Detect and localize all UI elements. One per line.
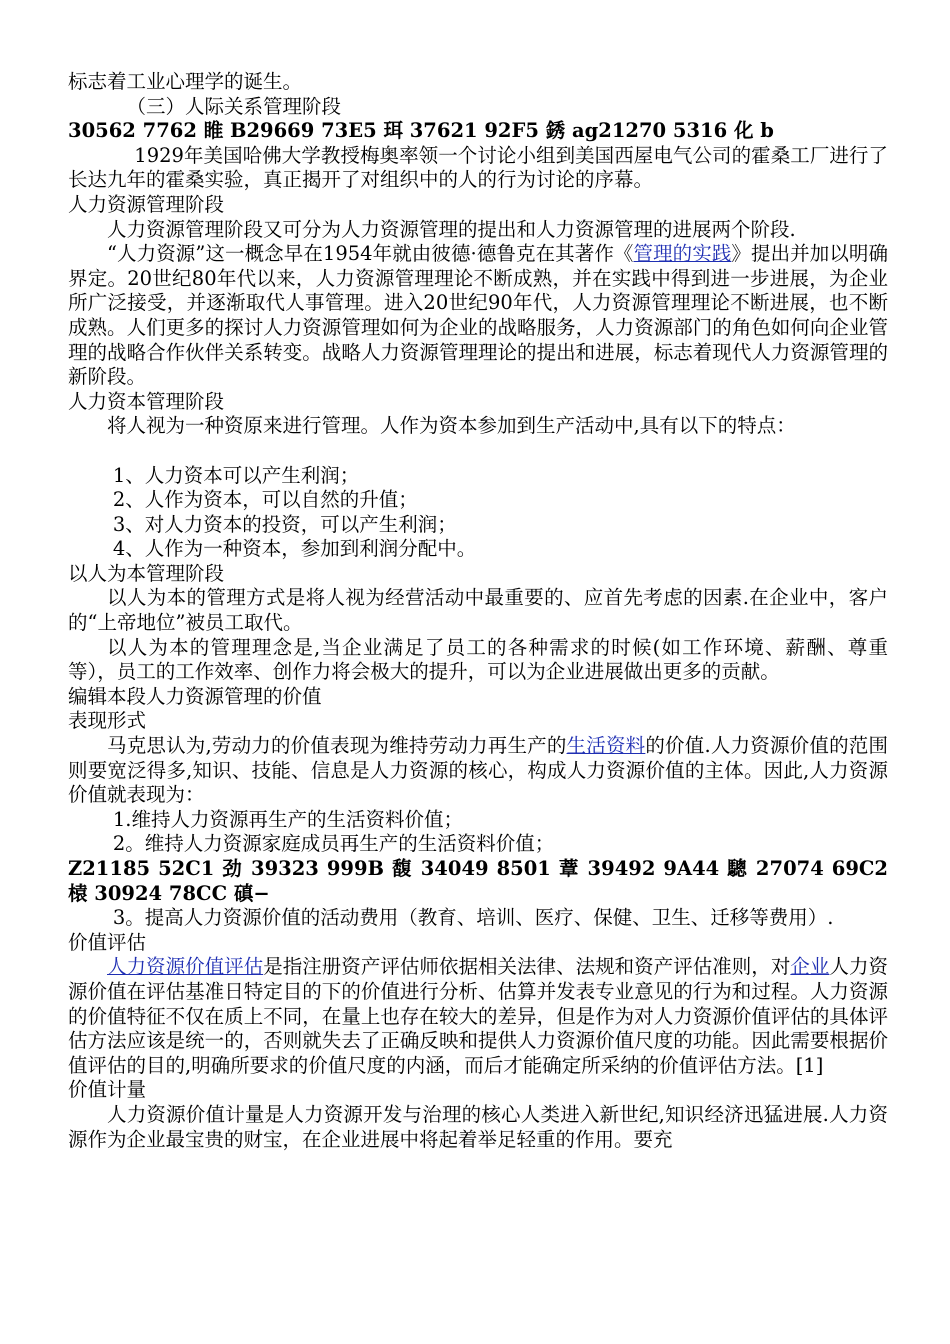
section-heading: 编辑本段人力资源管理的价值 — [68, 684, 322, 708]
paragraph-text: 人力资源价值在评估基准日特定目的下的价值进行分析、估算并发表专业意见的行为和过程。人力资源的价值特征不仅在质上不同，在量上也存在较大的差异，但是作为对人力资源价值评估的具体评估方法应该是统一的，否则就失去了正确反映和提供人力资源价值尺度的功能。因此需要根据价值评估的目的,明确所要求的价值尺度的内涵，而后才能确定所采纳的价值评估方法。[1] — [68, 955, 888, 1077]
section-heading: 人力资源管理阶段 — [68, 192, 225, 216]
list-item: 1.维持人力资源再生产的生活资料价值； — [112, 807, 463, 831]
paragraph: 人力资源价值计量是人力资源开发与治理的核心人类进入新世纪,知识经济迅猛进展.人力资源作为企业最宝贵的财宝，在企业进展中将起着举足轻重的作用。要充 — [68, 1102, 888, 1151]
list-item: 3、对人力资本的投资，可以产生利润； — [112, 512, 457, 536]
section-heading: 表现形式 — [68, 709, 147, 733]
paragraph — [68, 242, 888, 390]
link-means-of-subsistence[interactable]: 生活资料 — [566, 734, 646, 758]
list-item: 3。提高人力资源价值的活动费用（教育、培训、医疗、保健、卫生、迁移等费用）. — [112, 906, 834, 930]
section-heading: （三）人际关系管理阶段 — [126, 94, 342, 118]
garbled-line: Z21185 52C1 劲 39323 999B 馥 34049 8501 蔁 39492 9A44 驄 27074 69C2 榬 30924 78CC 磌− — [68, 857, 888, 905]
paragraph — [68, 734, 888, 808]
section-heading: 价值评估 — [68, 930, 147, 954]
list-item: 2、人作为资本，可以自然的升值； — [112, 488, 418, 512]
section-heading: 以人为本管理阶段 — [68, 561, 225, 585]
paragraph-text: “人力资源”这一概念早在1954年就由彼德·德鲁克在其著作《 — [107, 242, 634, 266]
blank-line — [68, 439, 888, 464]
paragraph: 1929年美国哈佛大学教授梅奥率领一个讨论小组到美国西屋电气公司的霍桑工厂进行了长达九年的霍桑实验，真正揭开了对组织中的人的行为讨论的序幕。 — [68, 143, 888, 192]
list-item: 1、人力资本可以产生利润； — [112, 463, 360, 487]
paragraph: 以人为本的管理理念是,当企业满足了员工的各种需求的时候(如工作环境、薪酬、尊重等），员工的工作效率、创作力将会极大的提升，可以为企业进展做出更多的贡献。 — [68, 635, 888, 684]
garbled-line: 30562 7762 睢 B29669 73E5 珥 37621 92F5 銹 ag21270 5316 化 b — [68, 119, 774, 143]
link-hr-value-assessment[interactable]: 人力资源价值评估 — [107, 955, 264, 979]
text-line: 标志着工业心理学的诞生。 — [68, 70, 303, 93]
section-heading: 人力资本管理阶段 — [68, 389, 225, 413]
section-heading: 价值计量 — [68, 1078, 147, 1102]
link-management-practice[interactable]: 管理的实践 — [633, 242, 732, 266]
paragraph: 以人为本的管理方式是将人视为经营活动中最重要的、应首先考虑的因素.在企业中，客户的“上帝地位”被员工取代。 — [68, 586, 888, 635]
list-item: 2。维持人力资源家庭成员再生产的生活资料价值； — [112, 832, 555, 856]
paragraph — [68, 955, 888, 1078]
paragraph-text: 马克思认为,劳动力的价值表现为维持劳动力再生产的 — [107, 734, 567, 758]
paragraph: 人力资源管理阶段又可分为人力资源管理的提出和人力资源管理的进展两个阶段. — [107, 217, 796, 241]
paragraph-text: 》提出并加以明确界定。20世纪80年代以来，人力资源管理理论不断成熟，并在实践中得到进一步进展，为企业所广泛接受，并逐渐取代人事管理。进入20世纪90年代，人力资源管理理论不断进展，也不断成熟。人们更多的探讨人力资源管理如何为企业的战略服务，人力资源部门的角色如何向企业管理的战略合作伙伴关系转变。战略人力资源管理理论的提出和进展，标志着现代人力资源管理的新阶段。 — [68, 242, 888, 389]
paragraph-text: 是指注册资产评估师依据相关法律、法规和资产评估准则，对 — [263, 955, 791, 979]
paragraph-text: 的价值.人力资源价值的范围则要宽泛得多,知识、技能、信息是人力资源的核心，构成人力资源价值的主体。因此,人力资源价值就表现为： — [68, 734, 888, 807]
paragraph: 将人视为一种资原来进行管理。人作为资本参加到生产活动中,具有以下的特点： — [107, 414, 796, 438]
list-item: 4、人作为一种资本，参加到利润分配中。 — [112, 537, 477, 561]
link-enterprise[interactable]: 企业 — [790, 955, 830, 979]
